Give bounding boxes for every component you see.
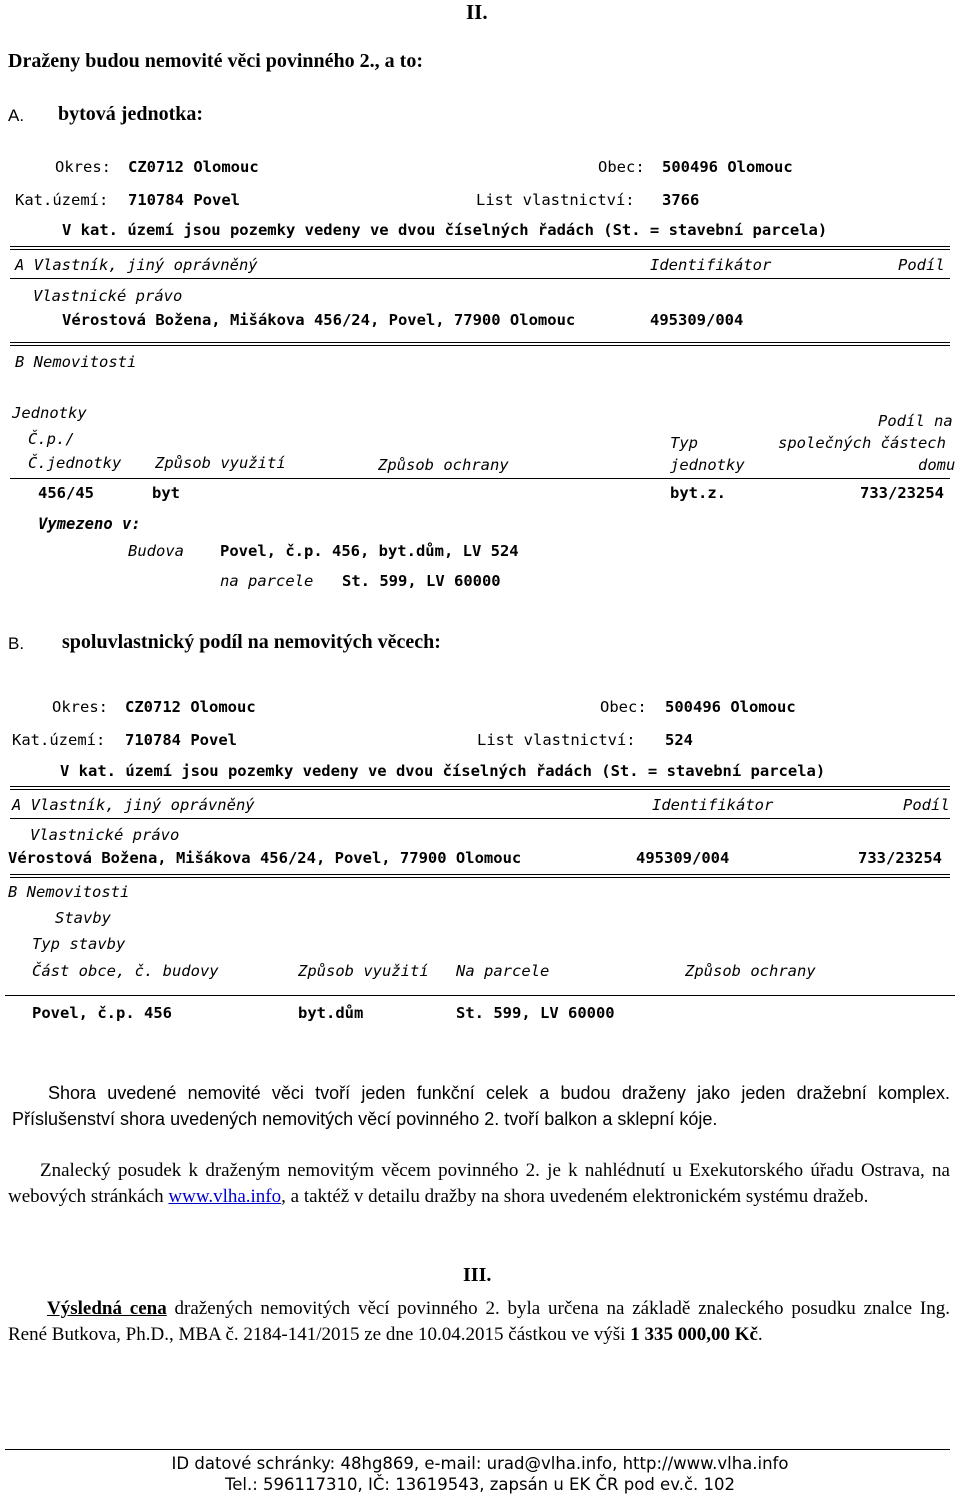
owner-id: 495309/004 xyxy=(650,311,744,329)
podil-header: Podíl xyxy=(898,256,945,274)
unit-use: byt xyxy=(152,484,180,502)
katuzemi-label: Kat.území: xyxy=(15,191,109,209)
katuzemi-value: 710784 Povel xyxy=(128,191,240,209)
owner-name: Vérostová Božena, Mišákova 456/24, Povel, 77900 Olomouc xyxy=(62,311,576,329)
para2-text-after: , a taktéž v detailu dražby na shora uvedeném elektronickém systému dražeb. xyxy=(281,1186,869,1207)
obec-value: 500496 Olomouc xyxy=(662,158,793,176)
lv-note: V kat. území jsou pozemky vedeny ve dvou číselných řadách (St. = stavební parcela) xyxy=(60,762,826,780)
section-b-header: B Nemovitosti xyxy=(8,883,130,901)
obec-label: Obec: xyxy=(600,698,647,716)
paragraph-final-price xyxy=(8,1296,950,1348)
section-a-header: A Vlastník, jiný oprávněný xyxy=(15,256,258,274)
final-price-end: . xyxy=(757,1324,763,1345)
divider xyxy=(10,246,950,250)
col-podil-3: domu xyxy=(918,456,956,474)
divider xyxy=(5,995,955,996)
part-a-title: bytová jednotka: xyxy=(58,103,204,125)
typ-stavby-label: Typ stavby xyxy=(32,935,126,953)
owner-share: 733/23254 xyxy=(858,849,942,867)
section-a-header: A Vlastník, jiný oprávněný xyxy=(12,796,255,814)
final-price-lead: Výsledná cena xyxy=(47,1298,167,1319)
obec-value: 500496 Olomouc xyxy=(665,698,796,716)
unit-number: 456/45 xyxy=(38,484,94,502)
col-cp: Č.p./ xyxy=(28,430,75,448)
section-heading-ii: II. xyxy=(466,0,488,24)
col-cast-obce: Část obce, č. budovy xyxy=(32,962,219,980)
col-zpusob-vyuziti: Způsob využití xyxy=(155,454,286,472)
col-cislo-jednotky: Č.jednotky xyxy=(28,454,122,472)
col-na-parcele: Na parcele xyxy=(456,962,550,980)
lv-label: List vlastnictví: xyxy=(476,191,635,209)
okres-value: CZ0712 Olomouc xyxy=(128,158,259,176)
jednotky-label: Jednotky xyxy=(12,404,87,422)
katuzemi-label: Kat.území: xyxy=(12,731,106,749)
col-podil-1: Podíl na xyxy=(878,412,953,430)
katuzemi-value: 710784 Povel xyxy=(125,731,237,749)
footer-divider xyxy=(5,1449,950,1450)
stavby-label: Stavby xyxy=(55,909,111,927)
paragraph-functional-unit: Shora uvedené nemovité věci tvoří jeden funkční celek a budou draženy jako jeden dražební komplex. Příslušenství shora uvedených nemovitých věcí povinného 2. tvoří balkon a sklepní kóje. xyxy=(12,1083,950,1129)
owner-id: 495309/004 xyxy=(636,849,730,867)
obec-label: Obec: xyxy=(598,158,645,176)
owner-name: Vérostová Božena, Mišákova 456/24, Povel, 77900 Olomouc xyxy=(8,849,522,867)
lv-label: List vlastnictví: xyxy=(477,731,636,749)
building-parcel: St. 599, LV 60000 xyxy=(456,1004,615,1022)
section-b-header: B Nemovitosti xyxy=(15,353,137,371)
part-b-letter: B. xyxy=(8,634,25,653)
budova-label: Budova xyxy=(128,542,184,560)
website-link[interactable]: www.vlha.info xyxy=(168,1186,282,1207)
divider xyxy=(10,278,950,279)
vymezeno-label: Vymezeno v: xyxy=(38,515,141,533)
col-typ: Typ xyxy=(670,434,698,452)
divider xyxy=(10,342,950,346)
col-jednotky: jednotky xyxy=(670,456,745,474)
lv-value: 3766 xyxy=(662,191,700,209)
building-use: byt.dům xyxy=(298,1004,364,1022)
divider xyxy=(10,478,950,479)
podil-header: Podíl xyxy=(903,796,950,814)
col-zpusob-vyuziti: Způsob využití xyxy=(298,962,429,980)
footer-line-2: Tel.: 596117310, IČ: 13619543, zapsán u EK ČR pod ev.č. 102 xyxy=(225,1475,735,1494)
divider xyxy=(10,874,950,878)
final-price-text: dražených nemovitých věcí povinného 2. byla určena na základě znaleckého posudku znalce Ing. René Butkova, Ph.D., MBA č. 2184-141/2015 ze dne 10.04.2015 částkou ve výši xyxy=(8,1298,950,1345)
intro-text: Draženy budou nemovité věci povinného 2., a to: xyxy=(8,50,423,72)
unit-type: byt.z. xyxy=(670,484,726,502)
paragraph-expert-opinion xyxy=(8,1158,950,1210)
unit-share: 733/23254 xyxy=(860,484,944,502)
footer-line-1: ID datové schránky: 48hg869, e-mail: urad@vlha.info, http://www.vlha.info xyxy=(171,1454,789,1473)
vlastnicke-pravo-label: Vlastnické právo xyxy=(33,287,183,305)
building-part: Povel, č.p. 456 xyxy=(32,1004,172,1022)
okres-value: CZ0712 Olomouc xyxy=(125,698,256,716)
para2-text-before: Znalecký posudek k draženým nemovitým věcem povinného 2. je k nahlédnutí u Exekutorského úřadu Ostrava, na webových stránkách xyxy=(8,1160,950,1207)
budova-value: Povel, č.p. 456, byt.dům, LV 524 xyxy=(220,542,519,560)
section-heading-iii: III. xyxy=(463,1264,492,1286)
part-a-letter: A. xyxy=(8,106,25,125)
lv-value: 524 xyxy=(665,731,693,749)
parcela-value: St. 599, LV 60000 xyxy=(342,572,501,590)
parcela-label: na parcele xyxy=(220,572,314,590)
col-zpusob-ochrany: Způsob ochrany xyxy=(378,456,509,474)
okres-label: Okres: xyxy=(52,698,108,716)
final-price-amount: 1 335 000,00 Kč xyxy=(630,1324,758,1345)
divider xyxy=(10,818,950,819)
okres-label: Okres: xyxy=(55,158,111,176)
divider xyxy=(10,786,950,790)
col-zpusob-ochrany: Způsob ochrany xyxy=(685,962,816,980)
lv-note: V kat. území jsou pozemky vedeny ve dvou číselných řadách (St. = stavební parcela) xyxy=(62,221,828,239)
col-podil-2: společných částech xyxy=(778,434,946,452)
identifikator-header: Identifikátor xyxy=(652,796,774,814)
part-b-title: spoluvlastnický podíl na nemovitých věcech: xyxy=(62,631,441,653)
identifikator-header: Identifikátor xyxy=(650,256,772,274)
vlastnicke-pravo-label: Vlastnické právo xyxy=(30,826,180,844)
